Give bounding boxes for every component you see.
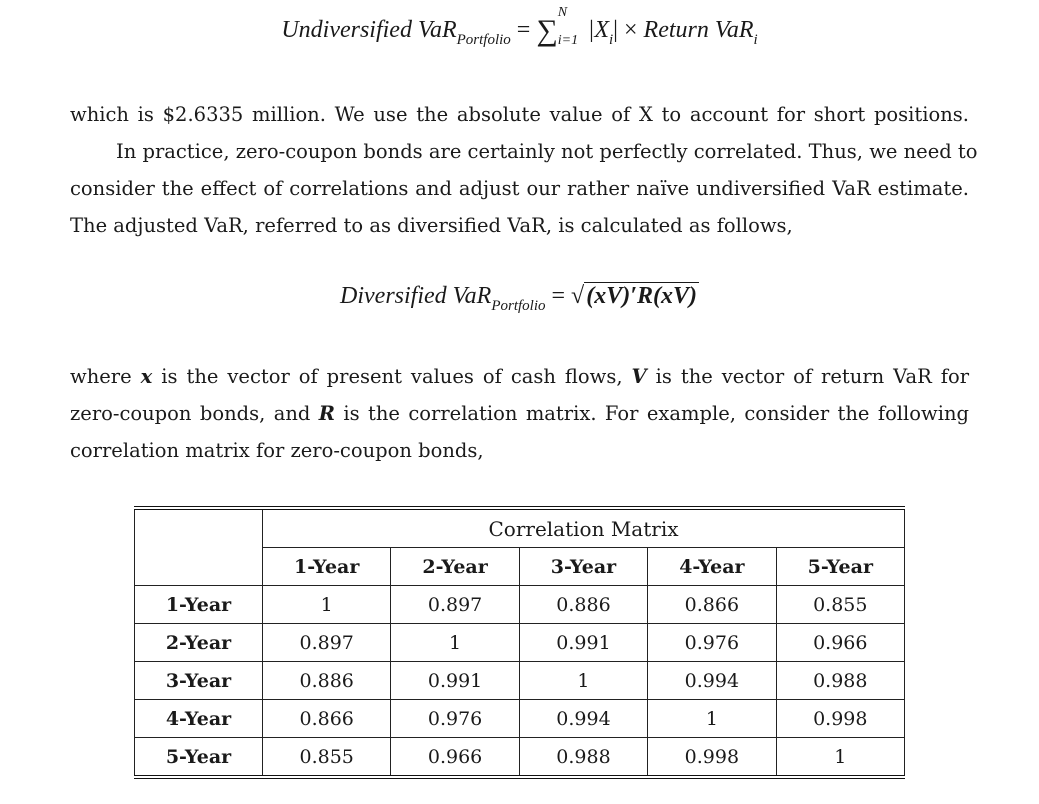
table-cell: 0.897 [263,624,391,662]
table-cell: 0.966 [776,624,904,662]
paragraph-diversified-explanation [70,358,969,469]
table-cell: 1 [391,624,519,662]
table-cell: 0.866 [648,586,776,624]
symbol-x: x [140,365,153,388]
para2-line2 [70,395,969,432]
para2-line3: correlation matrix for zero-coupon bonds, [70,439,484,462]
table-cell: 0.991 [519,624,647,662]
equation-diversified-var [0,282,1039,315]
table-cell: 0.855 [776,586,904,624]
para1-line2-text: In practice, zero-coupon bonds are certainly not perfectly correlated. Thus, we need to [116,140,978,163]
sum-lower: i=1 [557,33,579,49]
table-row [135,738,905,778]
para2-line1-c: is the vector of return VaR for [655,365,970,388]
para2-line2-b: is the correlation matrix. For example, consider the following [343,402,969,425]
para1-line4: The adjusted VaR, referred to as diversified VaR, is calculated as follows, [70,214,793,237]
table-cell: 0.886 [519,586,647,624]
symbol-v: V [631,365,647,388]
equation-undiversified-var [0,5,1039,49]
table-corner-cell [135,508,263,586]
row-header: 4-Year [135,700,263,738]
table-row [135,586,905,624]
table-cell: 0.897 [391,586,519,624]
table-row [135,624,905,662]
table-cell: 0.966 [391,738,519,778]
table-cell: 1 [776,738,904,778]
eq1-term-sub: i [609,32,614,48]
table-cell: 0.994 [519,700,647,738]
eq1-rhs-sub: i [753,32,758,48]
para2-line1-b: is the vector of present values of cash flows, [161,365,623,388]
row-header: 1-Year [135,586,263,624]
sum-limits [557,5,588,49]
table-title: Correlation Matrix [263,508,905,548]
table-cell: 0.998 [776,700,904,738]
table-cell: 0.988 [776,662,904,700]
eq1-term-close: | [613,17,618,43]
eq1-equals: = [516,17,531,43]
column-header: 3-Year [519,548,647,586]
eq1-lhs: Undiversified VaR [281,17,457,43]
table-cell: 0.886 [263,662,391,700]
table-cell: 1 [263,586,391,624]
sum-upper: N [557,5,568,21]
eq1-lhs-sub: Portfolio [456,32,511,48]
eq1-rhs: Return VaR [643,17,754,43]
table-cell: 0.866 [263,700,391,738]
correlation-matrix-table [134,506,905,779]
sqrt-symbol: √ [571,283,585,309]
table-cell: 0.988 [519,738,647,778]
table-cell: 1 [648,700,776,738]
table-cell: 0.991 [391,662,519,700]
table-row [135,662,905,700]
para2-line1-a: where [70,365,132,388]
column-header: 2-Year [391,548,519,586]
eq2-lhs-sub: Portfolio [491,298,546,314]
eq2-equals: = [551,283,566,309]
para1-line3: consider the effect of correlations and adjust our rather naïve undiversified VaR estimate. [70,177,969,200]
row-header: 5-Year [135,738,263,778]
table-cell: 0.976 [391,700,519,738]
table-cell: 0.855 [263,738,391,778]
para1-line2 [70,133,978,170]
column-header: 5-Year [776,548,904,586]
paragraph-undiversified-explanation [70,96,978,244]
eq1-term: |X [587,17,609,43]
eq1-times: × [623,17,638,43]
para1-line1: which is $2.6335 million. We use the absolute value of X to account for short positions. [70,103,969,126]
table-row [135,700,905,738]
eq2-rhs: (xV)′R(xV) [586,283,697,309]
table-cell: 0.976 [648,624,776,662]
row-header: 2-Year [135,624,263,662]
para2-line2-a: zero-coupon bonds, and [70,402,311,425]
row-header: 3-Year [135,662,263,700]
column-header: 4-Year [648,548,776,586]
table-cell: 0.998 [648,738,776,778]
column-header: 1-Year [263,548,391,586]
sum-symbol: ∑ [536,14,558,47]
table-cell: 0.994 [648,662,776,700]
eq2-lhs: Diversified VaR [340,283,492,309]
symbol-r: R [318,402,335,425]
table-title-row [135,508,905,548]
table-cell: 1 [519,662,647,700]
para2-line1 [70,358,969,395]
